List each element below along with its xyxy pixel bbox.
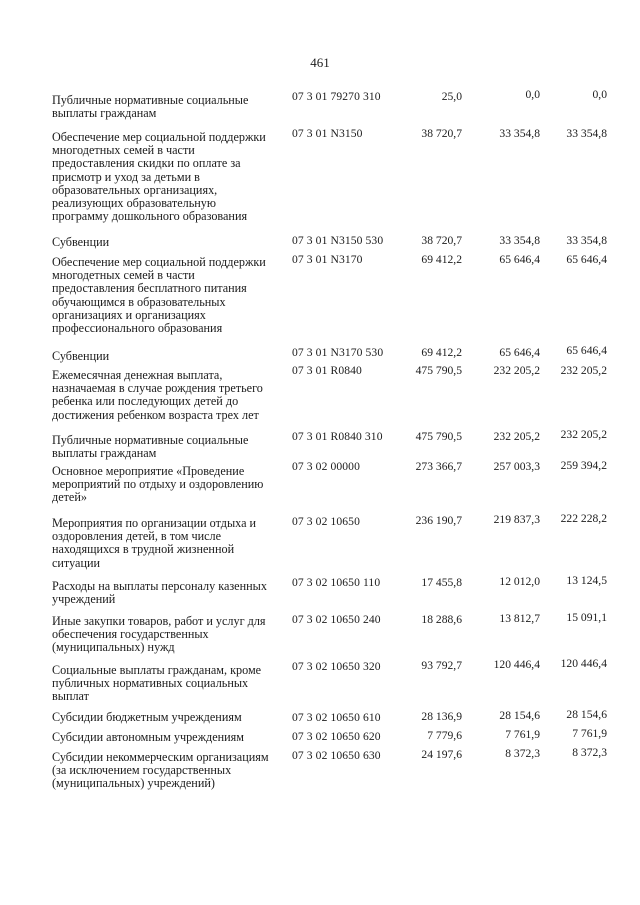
row-value-2: 232 205,2: [493, 364, 540, 377]
row-value-3: 33 354,8: [566, 127, 607, 140]
row-value-1: 28 136,9: [421, 710, 462, 723]
row-value-3: 65 646,4: [566, 253, 607, 266]
row-value-2: 13 812,7: [499, 612, 540, 625]
row-name: Публичные нормативные социальные выплаты гражданам: [52, 93, 249, 121]
row-code: 07 3 02 00000: [292, 460, 360, 473]
row-value-1: 69 412,2: [421, 346, 462, 359]
row-value-2: 257 003,3: [493, 460, 540, 473]
row-code: 07 3 01 N3170: [292, 253, 363, 266]
row-value-2: 12 012,0: [499, 575, 540, 588]
row-value-3: 232 205,2: [560, 428, 607, 441]
row-value-1: 38 720,7: [421, 127, 462, 140]
row-value-1: 25,0: [441, 90, 462, 103]
row-name: Субсидии некоммерческим организациям (за исключением государственных (муниципальных) учреждений): [52, 750, 269, 791]
row-value-2: 28 154,6: [499, 709, 540, 722]
row-name: Субсидии бюджетным учреждениям: [52, 710, 242, 724]
row-value-3: 28 154,6: [566, 708, 607, 721]
row-value-2: 0,0: [525, 88, 540, 101]
row-name: Субвенции: [52, 349, 110, 363]
row-name: Публичные нормативные социальные выплаты гражданам: [52, 433, 249, 461]
row-value-2: 120 446,4: [493, 658, 540, 671]
row-code: 07 3 02 10650 620: [292, 730, 381, 743]
row-value-2: 33 354,8: [499, 234, 540, 247]
row-value-3: 259 394,2: [560, 459, 607, 472]
row-value-3: 7 761,9: [572, 727, 607, 740]
row-code: 07 3 02 10650 610: [292, 711, 381, 724]
row-value-2: 7 761,9: [505, 728, 540, 741]
row-value-2: 232 205,2: [493, 430, 540, 443]
row-name: Мероприятия по организации отдыха и оздоровления детей, в том числе находящихся в трудной жизненной ситуации: [52, 516, 257, 570]
row-value-1: 273 366,7: [415, 460, 462, 473]
row-code: 07 3 01 N3150: [292, 127, 363, 140]
row-value-3: 232 205,2: [560, 364, 607, 377]
row-value-1: 24 197,6: [421, 748, 462, 761]
row-value-3: 33 354,8: [566, 234, 607, 247]
page-number: 461: [310, 55, 330, 70]
row-value-1: 93 792,7: [421, 659, 462, 672]
row-name: Субвенции: [52, 235, 110, 249]
row-value-3: 8 372,3: [572, 746, 607, 759]
row-name: Субсидии автономным учреждениям: [52, 730, 244, 744]
row-code: 07 3 01 N3170 530: [292, 346, 384, 359]
row-value-3: 15 091,1: [566, 611, 607, 624]
row-value-1: 475 790,5: [415, 430, 462, 443]
row-value-3: 120 446,4: [560, 657, 607, 670]
row-value-2: 33 354,8: [499, 127, 540, 140]
row-code: 07 3 02 10650 110: [292, 576, 381, 589]
row-code: 07 3 01 79270 310: [292, 90, 381, 103]
row-value-3: 13 124,5: [566, 574, 607, 587]
row-value-1: 69 412,2: [421, 253, 462, 266]
row-value-1: 38 720,7: [421, 234, 462, 247]
row-value-1: 475 790,5: [415, 364, 462, 377]
row-code: 07 3 01 R0840: [292, 364, 362, 377]
row-code: 07 3 01 N3150 530: [292, 234, 384, 247]
row-code: 07 3 02 10650 320: [292, 660, 381, 673]
row-code: 07 3 01 R0840 310: [292, 430, 383, 443]
row-name: Основное мероприятие «Проведение мероприятий по отдыху и оздоровлению детей»: [52, 464, 264, 505]
row-code: 07 3 02 10650 240: [292, 613, 381, 626]
row-value-2: 8 372,3: [505, 747, 540, 760]
row-code: 07 3 02 10650 630: [292, 749, 381, 762]
row-value-3: 222 228,2: [560, 512, 607, 525]
row-name: Расходы на выплаты персоналу казенных учреждений: [52, 579, 267, 607]
row-value-3: 0,0: [592, 88, 607, 101]
row-value-1: 236 190,7: [415, 514, 462, 527]
row-value-2: 65 646,4: [499, 253, 540, 266]
row-value-3: 65 646,4: [566, 344, 607, 357]
row-code: 07 3 02 10650: [292, 515, 360, 528]
row-value-1: 7 779,6: [427, 729, 462, 742]
row-name: Обеспечение мер социальной поддержки многодетных семей в части предоставления бесплатного питания обучающимся в образовательных организациях и организациях профессионального образования: [52, 255, 266, 336]
row-value-2: 219 837,3: [493, 513, 540, 526]
row-name: Ежемесячная денежная выплата, назначаемая в случае рождения третьего ребенка или последующих детей до достижения ребенком возраста трех лет: [52, 368, 263, 422]
row-name: Иные закупки товаров, работ и услуг для обеспечения государственных (муниципальных) нужд: [52, 614, 266, 655]
row-name: Социальные выплаты гражданам, кроме публичных нормативных социальных выплат: [52, 663, 262, 704]
row-value-2: 65 646,4: [499, 346, 540, 359]
row-value-1: 18 288,6: [421, 613, 462, 626]
row-value-1: 17 455,8: [421, 576, 462, 589]
row-name: Обеспечение мер социальной поддержки многодетных семей в части предоставления скидки по оплате за присмотр и уход за детьми в образовательных организациях, реализующих образовательную программу дошкольного образования: [52, 130, 266, 224]
